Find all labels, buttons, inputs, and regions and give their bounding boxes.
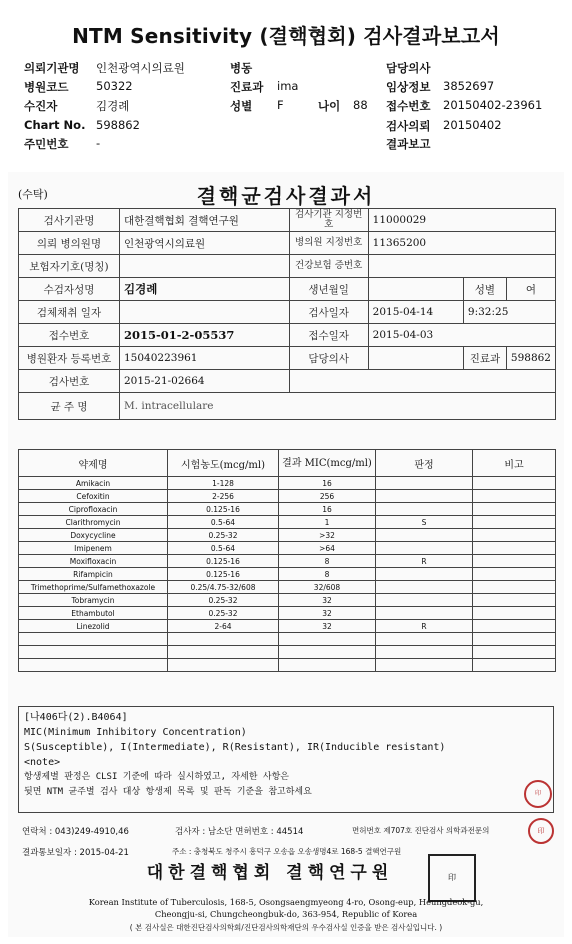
result-row — [19, 529, 556, 542]
test-range: 2-256 — [168, 490, 279, 503]
result-row — [19, 646, 556, 659]
mic-value: 8 — [279, 568, 376, 581]
empty-cell — [168, 633, 279, 646]
cell-value: 598862 — [506, 347, 555, 370]
cell-value — [368, 278, 463, 301]
mic-value: 1 — [279, 516, 376, 529]
cell-label: 의뢰 병의원명 — [19, 232, 120, 255]
drug-name: Clarithromycin — [19, 516, 168, 529]
empty-cell — [279, 633, 376, 646]
footer-address: 주소 : 충청북도 청주시 흥덕구 오송읍 오송생명4로 168-5 결핵연구원 — [172, 847, 402, 856]
result-row — [19, 477, 556, 490]
interpretation — [376, 581, 473, 594]
cell-value: 11000029 — [368, 209, 555, 232]
remark — [473, 555, 556, 568]
label-institution: 의뢰기관명 — [24, 61, 80, 75]
mic-value: 256 — [279, 490, 376, 503]
cell-label: 검사기관명 — [19, 209, 120, 232]
cell-value — [368, 347, 463, 370]
result-row — [19, 555, 556, 568]
cell-value: 여 — [506, 278, 555, 301]
result-row — [19, 594, 556, 607]
result-row — [19, 620, 556, 633]
cell-value — [120, 301, 290, 324]
note-line: MIC(Minimum Inhibitory Concentration) — [24, 727, 247, 738]
cell-empty — [289, 370, 555, 393]
test-range: 0.125-16 — [168, 568, 279, 581]
value-patient: 김경례 — [96, 99, 130, 113]
empty-cell — [473, 646, 556, 659]
test-range: 2-64 — [168, 620, 279, 633]
interpretation — [376, 529, 473, 542]
cell-label: 접수일자 — [289, 324, 368, 347]
test-range: 0.125-16 — [168, 503, 279, 516]
mic-value: 32/608 — [279, 581, 376, 594]
result-row — [19, 633, 556, 646]
label-receipt-no: 접수번호 — [386, 99, 431, 113]
remark — [473, 620, 556, 633]
cell-label: 수검자성명 — [19, 278, 120, 301]
col-header: 시험농도(mcg/ml) — [168, 450, 279, 477]
result-row — [19, 659, 556, 672]
cell-value: 2015-01-2-05537 — [120, 324, 290, 347]
test-range: 0.25-32 — [168, 594, 279, 607]
note-line: <note> — [24, 757, 61, 768]
cell-value: 2015-21-02664 — [120, 370, 290, 393]
scanned-report-title: 결핵균검사결과서 — [196, 184, 376, 208]
cell-value — [120, 255, 290, 278]
cell-value: 인천광역시의료원 — [120, 232, 290, 255]
label-patient: 수진자 — [24, 99, 58, 113]
mic-value: 32 — [279, 607, 376, 620]
cell-value — [368, 255, 555, 278]
result-row — [19, 568, 556, 581]
remark — [473, 594, 556, 607]
test-range: 0.25-32 — [168, 607, 279, 620]
test-range: 1-128 — [168, 477, 279, 490]
drug-name: Doxycycline — [19, 529, 168, 542]
cell-value: 9:32:25 — [463, 301, 555, 324]
empty-cell — [376, 633, 473, 646]
interpretation: R — [376, 555, 473, 568]
value-chart-no: 598862 — [96, 118, 140, 132]
drug-name: Amikacin — [19, 477, 168, 490]
remark — [473, 477, 556, 490]
value-institution: 인천광역시의료원 — [96, 61, 185, 75]
label-department: 진료과 — [230, 80, 264, 94]
cell-value: 2015-04-03 — [368, 324, 555, 347]
footer-org-name: 대한결핵협회 결핵연구원 — [146, 863, 394, 883]
remark — [473, 503, 556, 516]
interpretation — [376, 607, 473, 620]
value-request-date: 20150402 — [443, 118, 502, 132]
test-range: 0.25/4.75-32/608 — [168, 581, 279, 594]
label-age: 나이 — [318, 99, 341, 113]
test-range: 0.5-64 — [168, 516, 279, 529]
empty-cell — [19, 633, 168, 646]
empty-cell — [19, 659, 168, 672]
remark — [473, 568, 556, 581]
footer-license: 면허번호 제707호 진단검사 의학과전문의 — [352, 826, 490, 835]
cell-label: 검사번호 — [19, 370, 120, 393]
susceptibility-table — [18, 449, 556, 672]
cell-label: 접수번호 — [19, 324, 120, 347]
value-receipt-no: 20150402-23961 — [443, 98, 543, 112]
note-line: 뒷면 NTM 균주별 검사 대상 항생제 목록 및 판독 기준을 참고하세요 — [24, 787, 312, 797]
consign-tag: (수탁) — [18, 188, 48, 201]
note-line: 항생제별 판정은 CLSI 기준에 따라 실시하였고, 자세한 사항은 — [24, 772, 289, 782]
drug-name: Tobramycin — [19, 594, 168, 607]
interpretation: R — [376, 620, 473, 633]
result-row — [19, 581, 556, 594]
doctor-seal-icon: 印 — [528, 818, 554, 844]
label-chart-no: Chart No. — [24, 118, 86, 132]
label-sex: 성별 — [230, 99, 253, 113]
drug-name: Ciprofloxacin — [19, 503, 168, 516]
result-row — [19, 607, 556, 620]
mic-value: 32 — [279, 620, 376, 633]
cell-label: 검체채취 일자 — [19, 301, 120, 324]
mic-value: 32 — [279, 594, 376, 607]
value-hospital-code: 50322 — [96, 79, 133, 93]
label-clinical-info: 임상정보 — [386, 80, 431, 94]
empty-cell — [473, 659, 556, 672]
test-range: 0.25-32 — [168, 529, 279, 542]
report-title: NTM Sensitivity (결핵협회) 검사결과보고서 — [72, 24, 500, 48]
cell-label: 검사기관 지정번호 — [289, 209, 368, 232]
mic-value: >32 — [279, 529, 376, 542]
cell-label: 담당의사 — [289, 347, 368, 370]
empty-cell — [168, 659, 279, 672]
cell-label: 병의원 지정번호 — [289, 232, 368, 255]
cell-label: 생년월일 — [289, 278, 368, 301]
empty-cell — [376, 646, 473, 659]
drug-name: Rifampicin — [19, 568, 168, 581]
patient-info-table — [18, 208, 556, 420]
cell-label: 보험자기호(명칭) — [19, 255, 120, 278]
cell-value: 15040223961 — [120, 347, 290, 370]
drug-name: Trimethoprime/Sulfamethoxazole — [19, 581, 168, 594]
value-age: 88 — [353, 98, 368, 112]
result-row — [19, 542, 556, 555]
value-sex: F — [277, 98, 284, 112]
result-row — [19, 516, 556, 529]
empty-cell — [168, 646, 279, 659]
cell-label: 진료과 — [463, 347, 506, 370]
note-line: [나406다(2).B4064] — [24, 712, 128, 723]
label-hospital-code: 병원코드 — [24, 80, 69, 94]
institution-stamp-icon: 印 — [428, 854, 476, 902]
cell-label: 건강보험 증번호 — [289, 255, 368, 278]
value-department: ima — [277, 79, 299, 93]
footer-english-1: Korean Institute of Tuberculosis, 168-5, Osongsaengmyeong 4-ro, Osong-eup, Heungdeok-gu, — [88, 897, 484, 907]
remark — [473, 490, 556, 503]
mic-value: 16 — [279, 477, 376, 490]
interpretation — [376, 503, 473, 516]
remark — [473, 529, 556, 542]
drug-name: Ethambutol — [19, 607, 168, 620]
remark — [473, 516, 556, 529]
mic-value: >64 — [279, 542, 376, 555]
cell-value: M. intracellulare — [120, 393, 556, 420]
interpretation: S — [376, 516, 473, 529]
interpretation — [376, 568, 473, 581]
drug-name: Cefoxitin — [19, 490, 168, 503]
result-row — [19, 490, 556, 503]
footer-disclaimer: ( 본 검사실은 대한진단검사의학회/진단검사의학재단의 우수검사실 인증을 받은 검사실입니다. ) — [129, 923, 443, 932]
interpretation — [376, 542, 473, 555]
empty-cell — [19, 646, 168, 659]
cell-value: 대한결핵협회 결핵연구원 — [120, 209, 290, 232]
col-header: 판정 — [376, 450, 473, 477]
col-header: 약제명 — [19, 450, 168, 477]
red-seal-icon: 印 — [524, 780, 552, 808]
note-line: S(Susceptible), I(Intermediate), R(Resistant), IR(Inducible resistant) — [24, 742, 446, 753]
col-header: 비고 — [473, 450, 556, 477]
cell-value: 2015-04-14 — [368, 301, 463, 324]
label-resident-no: 주민번호 — [24, 137, 69, 151]
label-request-date: 검사의뢰 — [386, 119, 431, 133]
cell-label: 검사일자 — [289, 301, 368, 324]
test-range: 0.5-64 — [168, 542, 279, 555]
footer-date: 결과통보일자 : 2015-04-21 — [22, 848, 129, 858]
cell-label: 균 주 명 — [19, 393, 120, 420]
cell-value: 김경례 — [120, 278, 290, 301]
drug-name: Linezolid — [19, 620, 168, 633]
remark — [473, 581, 556, 594]
remark — [473, 607, 556, 620]
footer-phone: 연락처 : 043)249-4910,46 — [22, 827, 129, 837]
footer-english-2: Cheongju-si, Chungcheongbuk-do, 363-954, Republic of Korea — [154, 909, 418, 919]
empty-cell — [279, 659, 376, 672]
remark — [473, 542, 556, 555]
value-resident-no: - — [96, 136, 101, 150]
drug-name: Imipenem — [19, 542, 168, 555]
test-range: 0.125-16 — [168, 555, 279, 568]
interpretation — [376, 490, 473, 503]
footer-examiner: 검사자 : 남소단 면허번호 : 44514 — [175, 827, 304, 837]
mic-value: 8 — [279, 555, 376, 568]
empty-cell — [279, 646, 376, 659]
drug-name: Moxifloxacin — [19, 555, 168, 568]
interpretation — [376, 594, 473, 607]
interpretation — [376, 477, 473, 490]
mic-value: 16 — [279, 503, 376, 516]
notes-box — [18, 706, 554, 813]
empty-cell — [376, 659, 473, 672]
value-clinical-info: 3852697 — [443, 79, 495, 93]
result-row — [19, 503, 556, 516]
cell-value: 11365200 — [368, 232, 555, 255]
label-doctor: 담당의사 — [386, 61, 431, 75]
cell-label: 병원환자 등록번호 — [19, 347, 120, 370]
label-ward: 병동 — [230, 61, 253, 75]
cell-label: 성별 — [463, 278, 506, 301]
col-header: 결과 MIC(mcg/ml) — [279, 450, 376, 477]
empty-cell — [473, 633, 556, 646]
label-result-report: 결과보고 — [386, 137, 431, 151]
